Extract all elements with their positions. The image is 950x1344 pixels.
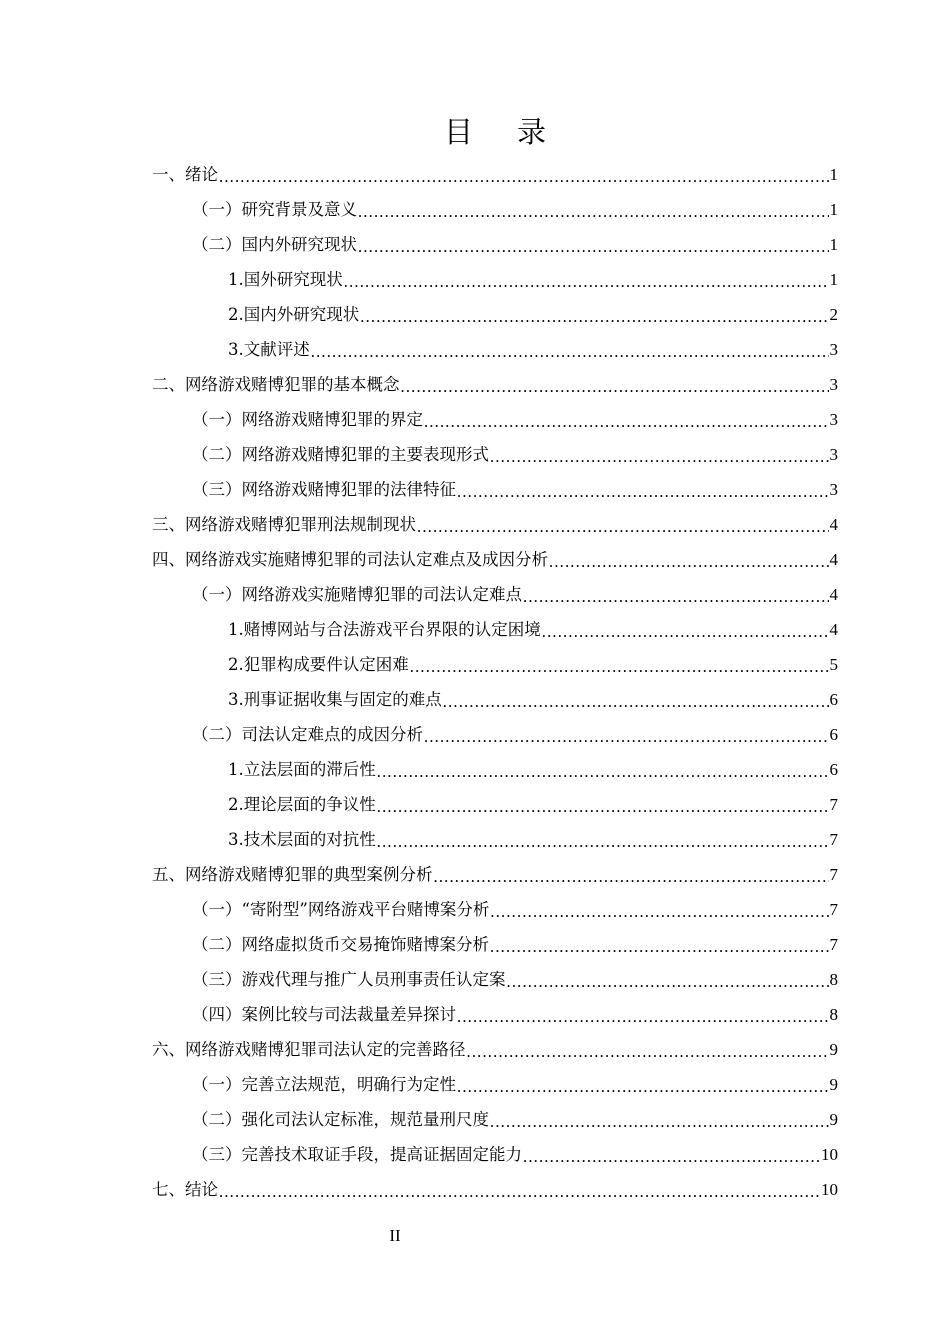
toc-entry[interactable]: [152, 507, 838, 542]
toc-entry-page-number: 2: [829, 305, 838, 324]
toc-dot-leader: [443, 684, 829, 719]
toc-entry-label: （一）网络游戏赌博犯罪的界定: [192, 410, 423, 429]
toc-dot-leader: [219, 1174, 820, 1209]
toc-entry-label: （一）网络游戏实施赌博犯罪的司法认定难点: [192, 585, 522, 604]
toc-entry-label: （二）网络游戏赌博犯罪的主要表现形式: [192, 445, 489, 464]
toc-entry-label: 六、网络游戏赌博犯罪司法认定的完善路径: [152, 1040, 466, 1059]
toc-entry-label: 一、绪论: [152, 165, 218, 184]
toc-entry-label: （二）国内外研究现状: [192, 235, 357, 254]
toc-dot-leader: [377, 824, 829, 859]
toc-dot-leader: [507, 964, 829, 999]
toc-entry-page-number: 5: [829, 655, 838, 674]
toc-entry-page-number: 9: [829, 1040, 838, 1059]
toc-entry-label: （一）研究背景及意义: [192, 200, 357, 219]
toc-dot-leader: [424, 719, 829, 754]
toc-entry[interactable]: [152, 437, 838, 472]
toc-entry-page-number: 1: [829, 165, 838, 184]
toc-dot-leader: [467, 1034, 829, 1069]
toc-entry-page-number: 6: [829, 690, 838, 709]
toc-dot-leader: [360, 299, 828, 334]
toc-entry-page-number: 4: [829, 620, 838, 639]
toc-entry[interactable]: [152, 1172, 838, 1207]
toc-dot-leader: [434, 859, 829, 894]
toc-dot-leader: [457, 999, 829, 1034]
toc-dot-leader: [490, 1104, 829, 1139]
toc-dot-leader: [344, 264, 829, 299]
toc-entry-label: 2.国内外研究现状: [228, 305, 360, 324]
toc-entry[interactable]: [152, 297, 838, 332]
toc-entry-label: （一）“寄附型”网络游戏平台赌博案分析: [192, 900, 490, 919]
toc-dot-leader: [542, 614, 829, 649]
table-of-contents: [152, 157, 838, 1207]
toc-dot-leader: [424, 404, 829, 439]
toc-entry-label: （一）完善立法规范，明确行为定性: [192, 1075, 456, 1094]
toc-entry-page-number: 3: [829, 340, 838, 359]
toc-entry[interactable]: [152, 542, 838, 577]
toc-entry[interactable]: [152, 1032, 838, 1067]
toc-entry-label: 1.立法层面的滞后性: [228, 760, 376, 779]
toc-entry-label: （三）完善技术取证手段，提高证据固定能力: [192, 1145, 522, 1164]
toc-entry[interactable]: [152, 682, 838, 717]
toc-entry-label: （四）案例比较与司法裁量差异探讨: [192, 1005, 456, 1024]
toc-entry-page-number: 4: [829, 550, 838, 569]
toc-entry[interactable]: [152, 262, 838, 297]
toc-entry[interactable]: [152, 192, 838, 227]
toc-entry-page-number: 9: [829, 1110, 838, 1129]
toc-entry-page-number: 7: [829, 900, 838, 919]
toc-entry-label: 二、网络游戏赌博犯罪的基本概念: [152, 375, 400, 394]
toc-entry[interactable]: [152, 997, 838, 1032]
toc-entry[interactable]: [152, 787, 838, 822]
toc-dot-leader: [490, 439, 829, 474]
toc-entry-label: （二）司法认定难点的成因分析: [192, 725, 423, 744]
toc-dot-leader: [410, 649, 829, 684]
toc-entry[interactable]: [152, 402, 838, 437]
toc-dot-leader: [401, 369, 829, 404]
toc-entry-page-number: 10: [821, 1180, 838, 1199]
toc-entry-label: 3.刑事证据收集与固定的难点: [228, 690, 442, 709]
toc-entry[interactable]: [152, 927, 838, 962]
toc-entry-label: 1.赌博网站与合法游戏平台界限的认定困境: [228, 620, 541, 639]
toc-entry-page-number: 4: [829, 515, 838, 534]
toc-dot-leader: [457, 474, 829, 509]
toc-entry[interactable]: [152, 612, 838, 647]
toc-entry-page-number: 7: [829, 865, 838, 884]
toc-entry[interactable]: [152, 367, 838, 402]
toc-dot-leader: [523, 579, 829, 614]
toc-entry-page-number: 1: [829, 200, 838, 219]
toc-dot-leader: [219, 159, 829, 194]
toc-entry-label: （三）网络游戏赌博犯罪的法律特征: [192, 480, 456, 499]
toc-entry[interactable]: [152, 857, 838, 892]
toc-entry-page-number: 6: [829, 725, 838, 744]
toc-entry-label: 2.理论层面的争议性: [228, 795, 376, 814]
toc-entry[interactable]: [152, 472, 838, 507]
title-char-2: 录: [517, 115, 547, 149]
toc-entry-label: 四、网络游戏实施赌博犯罪的司法认定难点及成因分析: [152, 550, 548, 569]
toc-entry[interactable]: [152, 332, 838, 367]
toc-dot-leader: [490, 894, 828, 929]
toc-entry-page-number: 3: [829, 375, 838, 394]
toc-entry[interactable]: [152, 1067, 838, 1102]
toc-entry-page-number: 1: [829, 270, 838, 289]
toc-entry-label: （二）网络虚拟货币交易掩饰赌博案分析: [192, 935, 489, 954]
toc-entry-label: 七、结论: [152, 1180, 218, 1199]
toc-entry[interactable]: [152, 1137, 838, 1172]
toc-entry-label: 1.国外研究现状: [228, 270, 343, 289]
toc-entry-page-number: 4: [829, 585, 838, 604]
page-title: [0, 112, 950, 152]
toc-dot-leader: [358, 229, 829, 264]
toc-entry-page-number: 7: [829, 795, 838, 814]
toc-entry[interactable]: [152, 822, 838, 857]
toc-entry[interactable]: [152, 577, 838, 612]
title-char-1: 目: [443, 115, 473, 149]
toc-entry-label: 五、网络游戏赌博犯罪的典型案例分析: [152, 865, 433, 884]
toc-entry-label: 3.技术层面的对抗性: [228, 830, 376, 849]
toc-entry[interactable]: [152, 962, 838, 997]
toc-entry[interactable]: [152, 227, 838, 262]
page-number: II: [389, 1226, 401, 1245]
toc-entry[interactable]: [152, 1102, 838, 1137]
toc-entry-page-number: 6: [829, 760, 838, 779]
toc-entry[interactable]: [152, 752, 838, 787]
toc-entry[interactable]: [152, 157, 838, 192]
toc-dot-leader: [311, 334, 829, 369]
toc-entry-page-number: 3: [829, 445, 838, 464]
toc-dot-leader: [417, 509, 829, 544]
toc-entry-label: 2.犯罪构成要件认定困难: [228, 655, 409, 674]
toc-dot-leader: [377, 789, 829, 824]
toc-entry-page-number: 8: [829, 1005, 838, 1024]
toc-entry-label: 3.文献评述: [228, 340, 310, 359]
toc-entry-page-number: 7: [829, 935, 838, 954]
toc-entry-page-number: 3: [829, 480, 838, 499]
toc-entry-page-number: 7: [829, 830, 838, 849]
toc-entry-page-number: 9: [829, 1075, 838, 1094]
toc-entry-page-number: 1: [829, 235, 838, 254]
toc-entry-page-number: 8: [829, 970, 838, 989]
toc-entry[interactable]: [152, 892, 838, 927]
toc-entry-label: （二）强化司法认定标准，规范量刑尺度: [192, 1110, 489, 1129]
toc-dot-leader: [549, 544, 829, 579]
toc-dot-leader: [377, 754, 829, 789]
toc-entry-label: 三、网络游戏赌博犯罪刑法规制现状: [152, 515, 416, 534]
toc-dot-leader: [457, 1069, 829, 1104]
toc-entry-page-number: 3: [829, 410, 838, 429]
toc-entry-page-number: 10: [821, 1145, 838, 1164]
toc-entry-label: （三）游戏代理与推广人员刑事责任认定案: [192, 970, 506, 989]
toc-entry[interactable]: [152, 647, 838, 682]
toc-dot-leader: [358, 194, 829, 229]
toc-dot-leader: [523, 1139, 820, 1174]
toc-dot-leader: [490, 929, 829, 964]
toc-entry[interactable]: [152, 717, 838, 752]
